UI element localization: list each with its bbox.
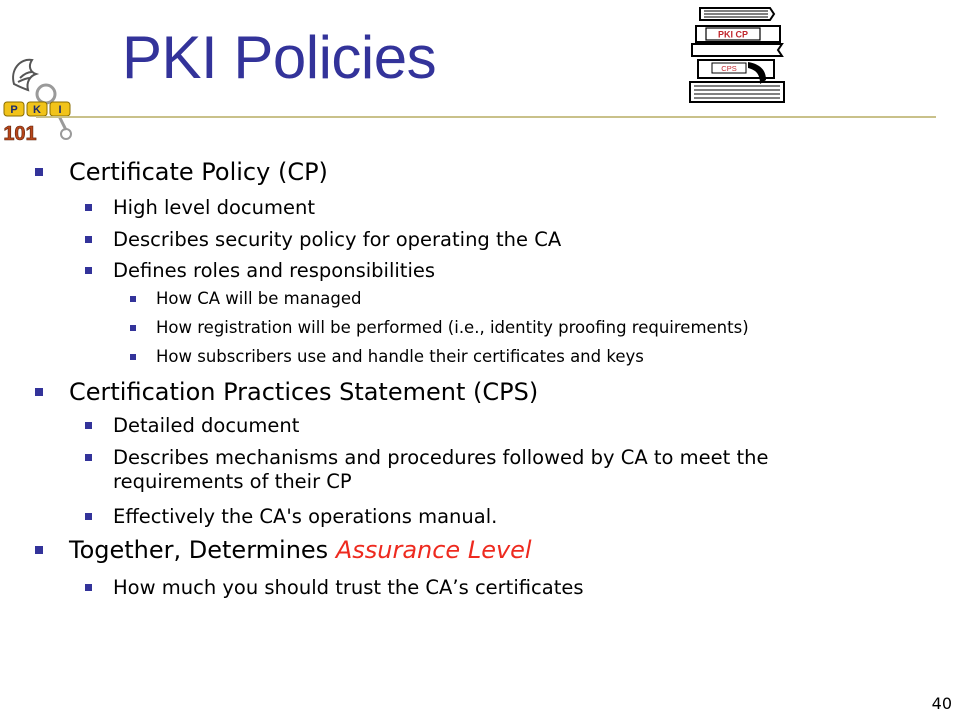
subbullet-ca-managed: How CA will be managed <box>156 289 362 308</box>
logo-letter-i: I <box>58 104 62 116</box>
hhs-eagle-icon <box>13 60 36 90</box>
bullet-defines-roles: Defines roles and responsibilities <box>113 259 436 282</box>
bullet-together-determines <box>69 536 532 564</box>
logo-letter-p: P <box>10 104 18 116</box>
bullet-how-much-trust: How much you should trust the CA’s certificates <box>113 576 584 599</box>
logo-number: 101 <box>3 123 37 145</box>
subbullet-registration: How registration will be performed (i.e., identity proofing requirements) <box>156 318 749 337</box>
assurance-level-text: Assurance Level <box>335 536 532 564</box>
bullet-high-level-document: High level document <box>113 196 315 219</box>
together-determines-text: Together, Determines <box>69 536 336 564</box>
page-title: PKI Policies <box>122 24 437 91</box>
bullet-certification-practices: Certification Practices Statement (CPS) <box>69 378 539 406</box>
bullet-describes-security-policy: Describes security policy for operating the CA <box>113 228 562 251</box>
bullet-detailed-document: Detailed document <box>113 414 300 437</box>
page-number: 40 <box>931 694 952 713</box>
book-label-cps: CPS <box>721 64 737 73</box>
pki-101-logo <box>0 48 80 158</box>
bullet-describes-mechanisms-continued: requirements of their CP <box>113 470 352 493</box>
policy-books-illustration <box>686 4 786 104</box>
bullet-describes-mechanisms: Describes mechanisms and procedures followed by CA to meet the <box>113 446 769 469</box>
bullet-certificate-policy: Certificate Policy (CP) <box>69 158 328 186</box>
subbullet-subscribers: How subscribers use and handle their certificates and keys <box>156 347 644 366</box>
book-label-pki-cp: PKI CP <box>717 29 749 40</box>
pki-letters <box>4 102 70 116</box>
logo-letter-k: K <box>33 104 41 116</box>
title-divider <box>36 116 936 118</box>
bullet-operations-manual: Effectively the CA's operations manual. <box>113 505 498 528</box>
